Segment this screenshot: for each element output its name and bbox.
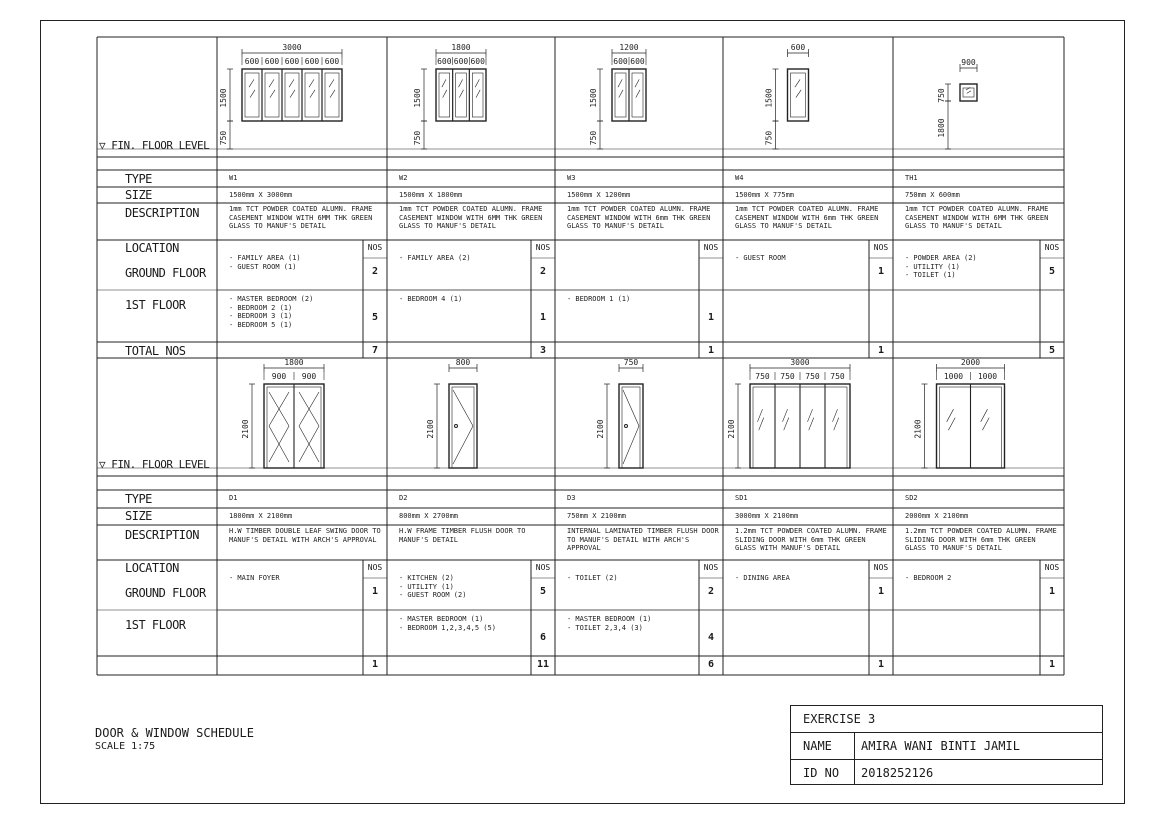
dimension-text: 1500 <box>219 88 228 108</box>
total-nos: 1 <box>877 345 885 356</box>
dimension-text: 750 <box>623 358 639 367</box>
dimension-text: 1500 <box>589 88 598 108</box>
ground-floor-locations <box>905 254 1038 280</box>
dimension-text: 2100 <box>913 419 923 439</box>
total-nos: 11 <box>536 659 550 670</box>
dimension-text: 2100 <box>727 419 736 439</box>
location-item: - BEDROOM 2 (1) <box>229 303 293 312</box>
nos-header: NOS <box>703 563 719 572</box>
dimension-text: 1500 <box>413 88 422 108</box>
nos-header: NOS <box>873 563 889 572</box>
nos-header: NOS <box>535 563 551 572</box>
door-handle <box>455 425 458 428</box>
location-item: - POWDER AREA (2) <box>905 254 977 262</box>
dimension-text: 1800 <box>284 358 304 367</box>
description-value: 1mm TCT POWDER COATED ALUMN. FRAME CASEMENT WINDOW WITH 6MM THK GREEN GLASS TO MANUF'S DETAIL <box>905 205 1049 230</box>
dimension-text: 600 <box>453 57 469 66</box>
dimension-text: 2000 <box>960 358 981 367</box>
dimension-text: 600 <box>304 57 320 66</box>
description-label: DESCRIPTION <box>125 206 199 220</box>
location-item: - UTILITY (1) <box>905 262 960 271</box>
first-floor-nos: 1 <box>707 312 715 323</box>
size-label: SIZE <box>125 188 152 202</box>
ground-floor-nos: 1 <box>877 266 885 277</box>
location-item: - MASTER BEDROOM (1) <box>567 615 652 623</box>
nos-header: NOS <box>1044 243 1060 252</box>
location-item: - BEDROOM 2 <box>905 574 952 582</box>
description-value: H.W TIMBER DOUBLE LEAF SWING DOOR TO MANUF'S DETAIL WITH ARCH'S APPROVAL <box>229 527 381 544</box>
dimension-text: 1200 <box>619 43 639 52</box>
nos-header: NOS <box>873 243 889 252</box>
total-nos: 1 <box>877 659 885 670</box>
dimension-text: 600 <box>613 57 628 66</box>
dimension-text: 750 <box>780 372 795 381</box>
total-nos: 3 <box>539 345 547 356</box>
first-floor-locations <box>399 295 529 304</box>
location-item: - BEDROOM 3 (1) <box>229 312 293 320</box>
nos-header: NOS <box>1044 563 1060 572</box>
dimension-text: 1800 <box>451 43 471 52</box>
dimension-text: 600 <box>264 57 280 66</box>
description-value: 1.2mm TCT POWDER COATED ALUMN. FRAME SLIDING DOOR WITH 6mm THK GREEN GLASS WITH MANUF'S DETAIL <box>735 527 887 552</box>
door-handle <box>625 425 628 428</box>
type-value: SD1 <box>735 494 748 502</box>
exercise-label: EXERCISE 3 <box>803 712 876 726</box>
ground-floor-locations <box>399 574 529 600</box>
dimension-text: 600 <box>324 57 340 66</box>
type-label: TYPE <box>125 172 152 186</box>
dimension-text: 750 <box>805 372 820 381</box>
type-value: D2 <box>399 494 408 502</box>
ground-floor-nos: 5 <box>539 586 547 597</box>
dimension-text: 2100 <box>426 419 435 439</box>
dimension-text: 600 <box>470 57 485 66</box>
location-item: - BEDROOM 4 (1) <box>399 295 463 303</box>
ground-floor-nos: 2 <box>707 586 715 597</box>
dimension-text: 750 <box>589 130 598 146</box>
location-item: - KITCHEN (2) <box>399 574 454 582</box>
student-id: 2018252126 <box>861 766 934 780</box>
ground-floor-locations <box>229 574 361 583</box>
dimension-text: 900 <box>301 372 317 381</box>
schedule-title: DOOR & WINDOW SCHEDULE <box>95 726 254 740</box>
total-nos: 1 <box>707 345 715 356</box>
type-value: D3 <box>567 494 576 502</box>
fin-floor-level-label: ▽ FIN. FLOOR LEVEL <box>99 139 210 152</box>
dimension-text: 750 <box>413 130 422 146</box>
ground-floor-locations <box>735 254 867 263</box>
ground-floor-nos: 5 <box>1048 266 1056 277</box>
dimension-text: 2100 <box>596 419 605 439</box>
ground-floor-nos: 2 <box>371 266 379 277</box>
ground-floor-label: GROUND FLOOR <box>125 266 206 280</box>
ground-floor-nos: 1 <box>1048 586 1056 597</box>
total-nos: 6 <box>707 659 715 670</box>
description-label: DESCRIPTION <box>125 528 199 542</box>
id-label: ID NO <box>803 766 840 780</box>
first-floor-nos: 4 <box>707 632 715 643</box>
size-value: 1500mm X 1200mm <box>567 191 631 199</box>
total-nos: 5 <box>1048 345 1056 356</box>
door-elevation <box>619 384 643 468</box>
description-value: INTERNAL LAMINATED TIMBER FLUSH DOOR TO MANUF'S DETAIL WITH ARCH'S APPROVAL <box>567 527 719 552</box>
type-value: TH1 <box>905 174 918 182</box>
dimension-text: 750 <box>219 130 228 146</box>
location-item: - DINING AREA <box>735 574 790 582</box>
location-item: - BEDROOM 1,2,3,4,5 (5) <box>399 623 496 632</box>
nos-header: NOS <box>535 243 551 252</box>
name-label: NAME <box>803 739 832 753</box>
location-item: - GUEST ROOM (2) <box>399 591 467 599</box>
dimension-text: 600 <box>630 57 645 66</box>
size-value: 750mm X 2100mm <box>567 512 627 520</box>
dimension-text: 900 <box>271 372 287 381</box>
dimension-text: 1000 <box>943 372 964 381</box>
location-item: - GUEST ROOM (1) <box>229 262 297 271</box>
dimension-text: 750 <box>830 372 845 381</box>
first-floor-nos: 1 <box>539 312 547 323</box>
dimension-text: 750 <box>764 130 774 146</box>
type-value: SD2 <box>905 494 918 502</box>
type-value: W2 <box>399 174 408 182</box>
type-value: D1 <box>229 494 238 502</box>
location-item: - TOILET 2,3,4 (3) <box>567 623 643 632</box>
dimension-text: 600 <box>437 57 452 66</box>
description-value: 1mm TCT POWDER COATED ALUMN. FRAME CASEMENT WINDOW WITH 6MM THK GREEN GLASS TO MANUF'S DETAIL <box>399 205 543 230</box>
location-item: - BEDROOM 5 (1) <box>229 320 293 329</box>
description-value: 1.2mm TCT POWDER COATED ALUMN. FRAME SLIDING DOOR WITH 6mm THK GREEN GLASS TO MANUF'S DETAIL <box>905 527 1057 552</box>
ground-floor-nos: 1 <box>877 586 885 597</box>
location-item: - FAMILY AREA (2) <box>399 254 471 262</box>
nos-header: NOS <box>367 563 383 572</box>
location-item: - MAIN FOYER <box>229 574 280 582</box>
total-nos: 1 <box>371 659 379 670</box>
location-item: - MASTER BEDROOM (2) <box>229 295 314 303</box>
ground-floor-nos: 2 <box>539 266 547 277</box>
ground-floor-locations <box>567 574 697 583</box>
location-label: LOCATION <box>125 241 179 255</box>
description-value: 1mm TCT POWDER COATED ALUMN. FRAME CASEMENT WINDOW WITH 6MM THK GREEN GLASS TO MANUF'S DETAIL <box>229 205 373 230</box>
size-value: 2000mm X 2100mm <box>905 512 969 520</box>
size-value: 3000mm X 2100mm <box>735 512 799 520</box>
size-value: 750mm X 600mm <box>905 191 960 199</box>
dimension-text: 3000 <box>282 43 302 52</box>
location-item: - TOILET (1) <box>905 271 956 279</box>
ground-floor-locations <box>905 574 1038 583</box>
first-floor-nos: 5 <box>371 312 379 323</box>
first-floor-locations <box>567 295 697 304</box>
location-item: - GUEST ROOM <box>735 254 786 262</box>
first-floor-locations <box>567 615 697 632</box>
dimension-text: 900 <box>961 58 976 67</box>
fin-floor-level-label: ▽ FIN. FLOOR LEVEL <box>99 458 210 471</box>
ground-floor-locations <box>735 574 867 583</box>
ground-floor-locations <box>399 254 529 263</box>
dimension-text: 750 <box>755 372 770 381</box>
location-item: - MASTER BEDROOM (1) <box>399 615 484 623</box>
nos-header: NOS <box>367 243 383 252</box>
description-value: 1mm TCT POWDER COATED ALUMN. FRAME CASEMENT WINDOW WITH 6mm THK GREEN GLASS TO MANUF'S DETAIL <box>735 205 879 230</box>
dimension-text: 3000 <box>790 358 810 367</box>
dimension-text: 2100 <box>241 419 250 439</box>
total-nos: 1 <box>1048 659 1056 670</box>
description-value: H.W FRAME TIMBER FLUSH DOOR TO MANUF'S DETAIL <box>399 527 526 544</box>
size-label: SIZE <box>125 509 152 523</box>
first-floor-label: 1ST FLOOR <box>125 298 186 312</box>
nos-header: NOS <box>703 243 719 252</box>
dimension-text: 600 <box>790 43 806 52</box>
first-floor-locations <box>399 615 529 632</box>
title-block <box>790 705 1103 785</box>
size-value: 1500mm X 3000mm <box>229 191 293 199</box>
ground-floor-nos: 1 <box>371 586 379 597</box>
dimension-text: 750 <box>937 88 946 103</box>
dimension-text: 1000 <box>977 372 998 381</box>
type-value: W1 <box>229 174 238 182</box>
student-name: AMIRA WANI BINTI JAMIL <box>861 739 1020 753</box>
type-value: W4 <box>735 174 744 182</box>
dimension-text: 1800 <box>937 118 946 138</box>
size-value: 1500mm X 775mm <box>735 191 795 199</box>
dimension-text: 600 <box>244 57 260 66</box>
location-item: - UTILITY (1) <box>399 582 454 591</box>
total-nos: 7 <box>371 345 379 356</box>
ground-floor-label: GROUND FLOOR <box>125 586 206 600</box>
location-item: - FAMILY AREA (1) <box>229 254 301 262</box>
scale-label: SCALE 1:75 <box>95 741 156 752</box>
first-floor-nos: 6 <box>539 632 547 643</box>
location-item: - TOILET (2) <box>567 574 618 582</box>
total-nos-label: TOTAL NOS <box>125 344 186 358</box>
description-value: 1mm TCT POWDER COATED ALUMN. FRAME CASEMENT WINDOW WITH 6mm THK GREEN GLASS TO MANUF'S DETAIL <box>567 205 711 230</box>
type-label: TYPE <box>125 492 152 506</box>
dimension-text: 1500 <box>764 88 774 108</box>
size-value: 1500mm X 1800mm <box>399 191 463 199</box>
first-floor-locations <box>229 295 361 329</box>
dimension-text: 600 <box>284 57 300 66</box>
dimension-text: 800 <box>455 358 471 367</box>
location-label: LOCATION <box>125 561 179 575</box>
ground-floor-locations <box>229 254 361 271</box>
first-floor-label: 1ST FLOOR <box>125 618 186 632</box>
location-item: - BEDROOM 1 (1) <box>567 295 631 303</box>
size-value: 1800mm X 2100mm <box>229 512 293 520</box>
type-value: W3 <box>567 174 576 182</box>
size-value: 800mm X 2700mm <box>399 512 459 520</box>
